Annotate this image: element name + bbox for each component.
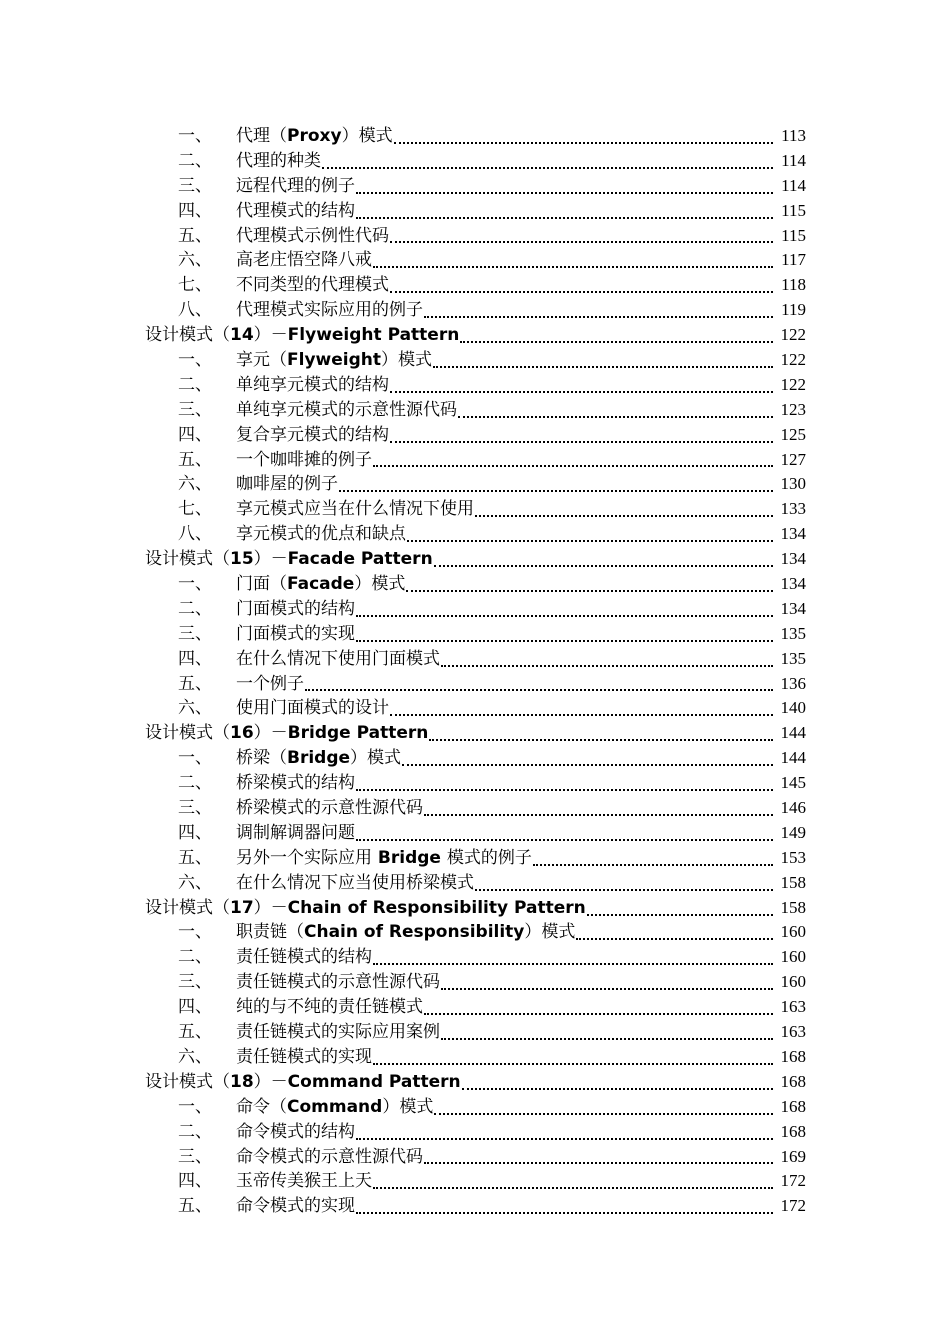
toc-page-number: 123: [780, 399, 806, 419]
toc-entry-number: 六、: [178, 474, 212, 495]
toc-entry-number: 五、: [178, 673, 212, 694]
dot-leader: [373, 266, 773, 268]
toc-page-number: 144: [780, 748, 806, 768]
toc-chapter-entry[interactable]: [0, 1070, 950, 1095]
dot-leader: [475, 515, 773, 517]
toc-section-entry[interactable]: [0, 373, 950, 398]
toc-entry-number: 三、: [178, 798, 212, 819]
toc-entry-title: 职责链（Chain of Responsibility）模式: [236, 922, 576, 943]
toc-entry-number: 八、: [178, 300, 212, 321]
toc-page-number: 168: [780, 1046, 806, 1066]
dot-leader: [460, 341, 773, 343]
toc-page-number: 163: [780, 997, 806, 1017]
dot-leader: [434, 565, 773, 567]
dot-leader: [339, 490, 773, 492]
toc-entry-number: 一、: [178, 748, 212, 769]
dot-leader: [424, 316, 773, 318]
toc-entry-number: 一、: [178, 574, 212, 595]
toc-page-number: 163: [780, 1022, 806, 1042]
toc-entry-number: 五、: [178, 847, 212, 868]
toc-section-entry[interactable]: [0, 945, 950, 970]
toc-chapter-entry[interactable]: [0, 896, 950, 921]
dot-leader: [373, 1187, 773, 1189]
dot-leader: [424, 1162, 773, 1164]
toc-entry-title: 门面模式的实现: [236, 623, 355, 644]
toc-section-entry[interactable]: [0, 423, 950, 448]
toc-page-number: 146: [780, 798, 806, 818]
toc-section-entry[interactable]: [0, 497, 950, 522]
toc-entry-title: 设计模式（16）－Bridge Pattern: [145, 723, 429, 744]
toc-page-number: 133: [780, 499, 806, 519]
toc-entry-number: 二、: [178, 947, 212, 968]
toc-section-entry[interactable]: [0, 995, 950, 1020]
dot-leader: [356, 789, 773, 791]
dot-leader: [390, 441, 773, 443]
toc-page-number: 169: [780, 1146, 806, 1166]
toc-entry-title: 命令（Command）模式: [236, 1096, 434, 1117]
toc-entry-number: 一、: [178, 1096, 212, 1117]
toc-page-number: 130: [780, 474, 806, 494]
dot-leader: [429, 739, 773, 741]
dot-leader: [373, 465, 773, 467]
toc-section-entry[interactable]: [0, 846, 950, 871]
dot-leader: [322, 167, 773, 169]
dot-leader: [406, 590, 773, 592]
dot-leader: [356, 640, 773, 642]
toc-entry-title: 命令模式的实现: [236, 1196, 355, 1217]
toc-entry-title: 责任链模式的结构: [236, 947, 372, 968]
toc-entry-title: 代理模式的结构: [236, 200, 355, 221]
toc-entry-number: 四、: [178, 424, 212, 445]
toc-entry-number: 三、: [178, 399, 212, 420]
toc-section-entry[interactable]: [0, 1095, 950, 1120]
toc-section-entry[interactable]: [0, 273, 950, 298]
toc-entry-title: 享元模式应当在什么情况下使用: [236, 499, 474, 520]
dot-leader: [390, 714, 773, 716]
toc-entry-number: 五、: [178, 449, 212, 470]
toc-section-entry[interactable]: [0, 472, 950, 497]
toc-page-number: 160: [780, 922, 806, 942]
toc-section-entry[interactable]: [0, 124, 950, 149]
toc-entry-number: 六、: [178, 1046, 212, 1067]
toc-page-number: 172: [780, 1196, 806, 1216]
toc-entry-title: 使用门面模式的设计: [236, 698, 389, 719]
toc-entry-title: 不同类型的代理模式: [236, 275, 389, 296]
toc-section-entry[interactable]: [0, 622, 950, 647]
toc-entry-title: 门面（Facade）模式: [236, 574, 406, 595]
dot-leader: [441, 1038, 773, 1040]
toc-section-entry[interactable]: [0, 647, 950, 672]
toc-page-number: 136: [780, 673, 806, 693]
toc-page-number: 135: [780, 648, 806, 668]
dot-leader: [458, 416, 773, 418]
toc-entry-title: 另外一个实际应用 Bridge 模式的例子: [236, 847, 532, 868]
toc-section-entry[interactable]: [0, 174, 950, 199]
toc-page-number: 140: [780, 698, 806, 718]
dot-leader: [390, 241, 773, 243]
dot-leader: [462, 1088, 773, 1090]
toc-section-entry[interactable]: [0, 248, 950, 273]
toc-entry-title: 责任链模式的实际应用案例: [236, 1022, 440, 1043]
toc-section-entry[interactable]: [0, 572, 950, 597]
toc-entry-number: 五、: [178, 1022, 212, 1043]
dot-leader: [394, 142, 773, 144]
toc-page-number: 168: [780, 1121, 806, 1141]
toc-chapter-entry[interactable]: [0, 547, 950, 572]
toc-page-number: 113: [781, 125, 806, 145]
toc-section-entry[interactable]: [0, 821, 950, 846]
dot-leader: [433, 366, 773, 368]
toc-section-entry[interactable]: [0, 398, 950, 423]
toc-page-number: 122: [780, 374, 806, 394]
dot-leader: [356, 839, 773, 841]
dot-leader: [441, 988, 773, 990]
toc-entry-title: 一个例子: [236, 673, 304, 694]
toc-entry-title: 享元模式的优点和缺点: [236, 524, 406, 545]
toc-page-number: 135: [780, 623, 806, 643]
toc-page-number: 118: [781, 275, 806, 295]
toc-page-number: 115: [781, 225, 806, 245]
toc-page-number: 115: [781, 200, 806, 220]
toc-section-entry[interactable]: [0, 1045, 950, 1070]
toc-page-number: 160: [780, 947, 806, 967]
toc-entry-number: 六、: [178, 698, 212, 719]
toc-entry-title: 享元（Flyweight）模式: [236, 350, 432, 370]
toc-entry-title: 桥梁模式的示意性源代码: [236, 798, 423, 819]
toc-entry-title: 代理的种类: [236, 150, 321, 171]
toc-page-number: 127: [780, 449, 806, 469]
toc-page-number: 145: [780, 773, 806, 793]
toc-entry-title: 在什么情况下应当使用桥梁模式: [236, 872, 474, 893]
toc-entry-number: 五、: [178, 1196, 212, 1217]
toc-section-entry[interactable]: [0, 348, 950, 373]
toc-entry-title: 远程代理的例子: [236, 175, 355, 196]
dot-leader: [356, 615, 773, 617]
toc-entry-number: 一、: [178, 350, 212, 370]
toc-page-number: 117: [781, 250, 806, 270]
toc-entry-number: 三、: [178, 175, 212, 196]
dot-leader: [356, 192, 773, 194]
dot-leader: [587, 914, 773, 916]
dot-leader: [424, 814, 773, 816]
toc-entry-title: 单纯享元模式的结构: [236, 374, 389, 395]
toc-entry-title: 设计模式（18）－Command Pattern: [145, 1071, 461, 1092]
toc-page-number: 134: [780, 574, 806, 594]
toc-entry-title: 咖啡屋的例子: [236, 474, 338, 495]
toc-section-entry[interactable]: [0, 298, 950, 323]
toc-page-number: 153: [780, 847, 806, 867]
toc-entry-title: 单纯享元模式的示意性源代码: [236, 399, 457, 420]
dot-leader: [373, 963, 773, 965]
toc-entry-title: 设计模式（17）－Chain of Responsibility Pattern: [145, 897, 586, 918]
dot-leader: [434, 1113, 773, 1115]
toc-entry-number: 七、: [178, 499, 212, 520]
toc-page-number: 172: [780, 1171, 806, 1191]
toc-section-entry[interactable]: [0, 1145, 950, 1170]
toc-page-number: 114: [781, 150, 806, 170]
toc-entry-title: 玉帝传美猴王上天: [236, 1171, 372, 1192]
toc-entry-title: 高老庄悟空降八戒: [236, 250, 372, 271]
toc-section-entry[interactable]: [0, 771, 950, 796]
toc-entry-number: 二、: [178, 773, 212, 794]
toc-section-entry[interactable]: [0, 199, 950, 224]
toc-section-entry[interactable]: [0, 796, 950, 821]
toc-entry-title: 代理模式示例性代码: [236, 225, 389, 246]
toc-entry-title: 在什么情况下使用门面模式: [236, 648, 440, 669]
toc-section-entry[interactable]: [0, 1169, 950, 1194]
toc-page-number: 122: [780, 325, 806, 345]
dot-leader: [407, 540, 773, 542]
toc-entry-title: 桥梁模式的结构: [236, 773, 355, 794]
toc-page-number: 144: [780, 723, 806, 743]
toc-section-entry[interactable]: [0, 448, 950, 473]
dot-leader: [441, 665, 773, 667]
toc-section-entry[interactable]: [0, 597, 950, 622]
toc-entry-number: 二、: [178, 598, 212, 619]
dot-leader: [373, 1063, 773, 1065]
dot-leader: [576, 938, 773, 940]
toc-entry-number: 三、: [178, 1146, 212, 1167]
dot-leader: [356, 1212, 773, 1214]
dot-leader: [424, 1013, 773, 1015]
toc-entry-number: 一、: [178, 922, 212, 943]
dot-leader: [356, 217, 773, 219]
toc-page-number: 119: [781, 300, 806, 320]
dot-leader: [533, 864, 773, 866]
toc-entry-number: 七、: [178, 275, 212, 296]
toc-entry-title: 门面模式的结构: [236, 598, 355, 619]
toc-entry-number: 二、: [178, 150, 212, 171]
dot-leader: [305, 689, 773, 691]
toc-section-entry[interactable]: [0, 1120, 950, 1145]
toc-page-number: 134: [780, 598, 806, 618]
toc-section-entry[interactable]: [0, 696, 950, 721]
toc-entry-title: 设计模式（14）－Flyweight Pattern: [145, 325, 460, 346]
toc-page-number: 114: [781, 175, 806, 195]
toc-page-number: 149: [780, 822, 806, 842]
toc-section-entry[interactable]: [0, 746, 950, 771]
toc-entry-number: 一、: [178, 125, 212, 146]
toc-entry-number: 二、: [178, 1121, 212, 1142]
toc-page-number: 168: [780, 1096, 806, 1116]
toc-entry-title: 桥梁（Bridge）模式: [236, 748, 402, 769]
toc-page-number: 134: [780, 549, 806, 569]
dot-leader: [390, 391, 773, 393]
dot-leader: [475, 889, 773, 891]
toc-entry-number: 四、: [178, 997, 212, 1018]
toc-chapter-entry[interactable]: [0, 721, 950, 746]
toc-page-number: 134: [780, 524, 806, 544]
toc-page-number: 168: [780, 1071, 806, 1091]
toc-entry-number: 四、: [178, 822, 212, 843]
toc-section-entry[interactable]: [0, 871, 950, 896]
toc-entry-number: 五、: [178, 225, 212, 246]
toc-entry-number: 三、: [178, 972, 212, 993]
toc-section-entry[interactable]: [0, 970, 950, 995]
toc-chapter-entry[interactable]: [0, 323, 950, 348]
toc-page-number: 158: [780, 872, 806, 892]
toc-section-entry[interactable]: [0, 149, 950, 174]
toc-section-entry[interactable]: [0, 921, 950, 946]
toc-section-entry[interactable]: [0, 224, 950, 249]
toc-entry-title: 纯的与不纯的责任链模式: [236, 997, 423, 1018]
toc-entry-number: 三、: [178, 623, 212, 644]
toc-entry-number: 六、: [178, 872, 212, 893]
toc-entry-number: 四、: [178, 1171, 212, 1192]
toc-entry-title: 代理（Proxy）模式: [236, 125, 393, 146]
toc-entry-title: 设计模式（15）－Facade Pattern: [145, 549, 433, 570]
toc-entry-title: 一个咖啡摊的例子: [236, 449, 372, 470]
toc-entry-title: 责任链模式的实现: [236, 1046, 372, 1067]
toc-entry-title: 命令模式的结构: [236, 1121, 355, 1142]
toc-entry-number: 二、: [178, 374, 212, 395]
table-of-contents: [0, 124, 950, 1219]
toc-entry-title: 复合享元模式的结构: [236, 424, 389, 445]
toc-entry-number: 四、: [178, 200, 212, 221]
toc-section-entry[interactable]: [0, 672, 950, 697]
toc-entry-number: 八、: [178, 524, 212, 545]
toc-page-number: 158: [780, 897, 806, 917]
dot-leader: [390, 291, 773, 293]
dot-leader: [356, 1138, 773, 1140]
toc-entry-number: 六、: [178, 250, 212, 271]
toc-section-entry[interactable]: [0, 1020, 950, 1045]
toc-section-entry[interactable]: [0, 1194, 950, 1219]
toc-entry-title: 调制解调器问题: [236, 822, 355, 843]
toc-page-number: 125: [780, 424, 806, 444]
toc-section-entry[interactable]: [0, 522, 950, 547]
toc-page-number: 160: [780, 972, 806, 992]
toc-page-number: 122: [780, 350, 806, 369]
toc-entry-title: 命令模式的示意性源代码: [236, 1146, 423, 1167]
toc-entry-title: 责任链模式的示意性源代码: [236, 972, 440, 993]
dot-leader: [402, 764, 773, 766]
toc-entry-number: 四、: [178, 648, 212, 669]
toc-entry-title: 代理模式实际应用的例子: [236, 300, 423, 321]
